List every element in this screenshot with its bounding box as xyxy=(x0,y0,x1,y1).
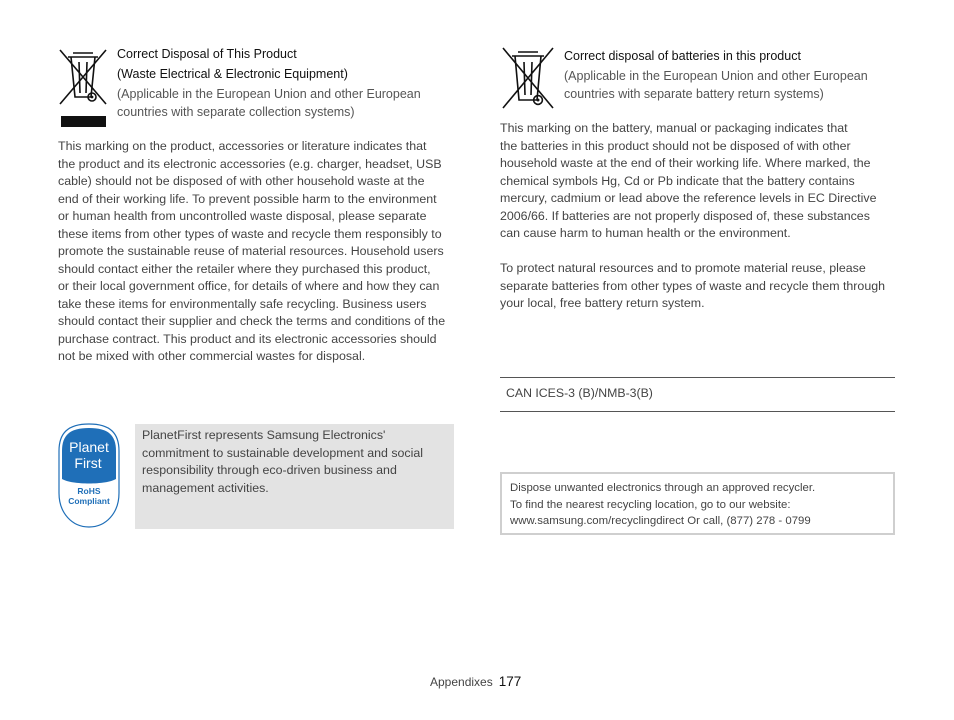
battery-sub-line1: (Applicable in the European Union and other European xyxy=(564,69,868,83)
weee-heading-line2: (Waste Electrical & Electronic Equipment) xyxy=(117,67,348,81)
battery-body-line: This marking on the battery, manual or packaging indicates that xyxy=(500,121,848,135)
weee-body-line: take these items for environmentally safe recycling. Business users xyxy=(58,296,427,311)
planetfirst-logo-line2: First xyxy=(74,455,102,471)
weee-body xyxy=(58,138,458,366)
weee-body-line: should contact either the retailer where they purchased this product, xyxy=(58,261,431,276)
cert-top-rule xyxy=(500,377,895,378)
weee-sub-line2: countries with separate collection systems) xyxy=(117,105,355,119)
page-footer xyxy=(430,674,521,689)
weee-body-line: purchase contract. This product and its electronic accessories should xyxy=(58,331,437,346)
battery-sub-line2: countries with separate battery return systems) xyxy=(564,87,824,101)
battery-body-line: can cause harm to human health or the environment. xyxy=(500,226,791,240)
planetfirst-text-line: management activities. xyxy=(142,480,269,495)
planetfirst-logo-line1: Planet xyxy=(69,439,109,455)
battery-body-line: your local, free battery return system. xyxy=(500,296,705,310)
battery-body-line: 2006/66. If batteries are not properly disposed of, these substances xyxy=(500,208,870,223)
battery-body-line: To protect natural resources and to promote material reuse, please xyxy=(500,261,866,275)
planetfirst-text xyxy=(142,427,442,497)
battery-body-line: separate batteries from other types of waste and recycle them through xyxy=(500,278,885,293)
planetfirst-text-line: commitment to sustainable development and social xyxy=(142,445,424,460)
planetfirst-logo xyxy=(58,423,120,529)
weee-sub-line1: (Applicable in the European Union and other European xyxy=(117,87,421,101)
weee-body-line: end of their working life. To prevent possible harm to the environment xyxy=(58,191,437,206)
recycle-line: To find the nearest recycling location, go to our website: xyxy=(510,498,791,511)
weee-body-line: promote the sustainable reuse of material resources. Household users xyxy=(58,244,444,258)
recycle-line: www.samsung.com/recyclingdirect Or call, (877) 278 - 0799 xyxy=(510,515,811,527)
battery-body-1 xyxy=(500,120,900,243)
weee-body-line: should contact their supplier and check the terms and conditions of the xyxy=(58,314,446,328)
battery-body-line: chemical symbols Hg, Cd or Pb indicate that the battery contains xyxy=(500,173,855,188)
weee-body-line: the product and its electronic accessories (e.g. charger, headset, USB xyxy=(58,156,442,171)
weee-body-line: these items from other types of waste and recycle them responsibly to xyxy=(58,226,442,241)
rohs-line1: RoHS xyxy=(77,486,101,496)
weee-body-line: This marking on the product, accessories or literature indicates that xyxy=(58,139,427,153)
weee-heading-line1: Correct Disposal of This Product xyxy=(117,47,297,61)
weee-body-line: cable) should not be disposed of with other household waste at the xyxy=(58,174,425,188)
page-number: 177 xyxy=(498,674,522,689)
battery-body-2 xyxy=(500,260,900,313)
battery-body-line: the batteries in this product should not be disposed of with other xyxy=(500,138,851,153)
battery-heading: Correct disposal of batteries in this product xyxy=(564,49,801,63)
weee-body-line: or their local government office, for details of where and how they can xyxy=(58,279,440,293)
recycle-info-text xyxy=(510,480,815,530)
crossed-out-bin-icon xyxy=(57,47,109,107)
footer-section: Appendixes xyxy=(430,675,493,689)
weee-body-line: not be mixed with other commercial wastes for disposal. xyxy=(58,349,366,363)
cert-bottom-rule xyxy=(500,411,895,412)
weee-black-bar xyxy=(61,116,106,127)
battery-body-line: household waste at the end of their working life. Where marked, the xyxy=(500,156,871,170)
rohs-line2: Compliant xyxy=(68,496,110,506)
battery-bin-icon xyxy=(500,45,556,111)
recycle-line: Dispose unwanted electronics through an approved recycler. xyxy=(510,482,816,494)
battery-body-line: mercury, cadmium or lead above the reference levels in EC Directive xyxy=(500,191,877,205)
certification-text: CAN ICES-3 (B)/NMB-3(B) xyxy=(506,386,653,400)
weee-body-line: or human health from uncontrolled waste disposal, please separate xyxy=(58,209,427,223)
planetfirst-text-line: responsibility through eco-driven business and xyxy=(142,463,397,477)
planetfirst-text-line: PlanetFirst represents Samsung Electronics' xyxy=(142,428,386,442)
